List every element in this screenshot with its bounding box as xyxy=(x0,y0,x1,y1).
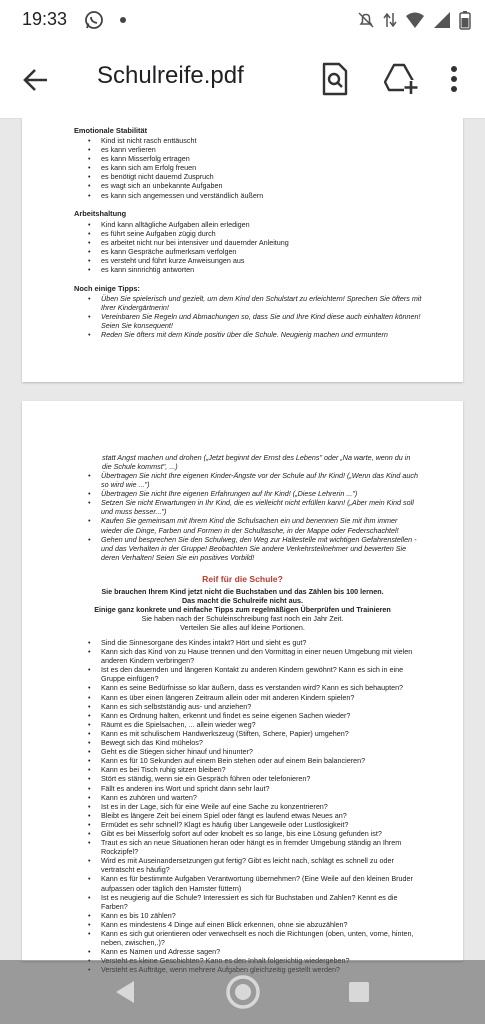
list-item: • Kann es sich gut orientieren oder verwechselt es noch die Richtungen (oben, unten, vorne, hinten, neben, zwischen,.)? xyxy=(88,929,418,947)
list-item: • Kann es über einen längeren Zeitraum allein oder mit anderen Kindern spielen? xyxy=(88,693,418,702)
signal-icon xyxy=(433,11,451,29)
questions-list xyxy=(88,638,418,974)
list-item: • Kann es für bestimmte Aufgaben Verantwortung übernehmen? (Eine Weile auf den kleinen Bruder aufpassen oder täglich den Hamster füttern) xyxy=(88,874,418,892)
stability-list xyxy=(88,136,428,200)
home-nav-icon[interactable] xyxy=(224,973,262,1011)
list-item: • Ist es den dauernden und längeren Kontakt zu anderen Kindern gewöhnt? Kann es sich in eine Gruppe einfügen? xyxy=(88,665,418,683)
list-item: • Ist es neugierig auf die Schule? Interessiert es sich für Buchstaben und Zahlen? Kennt es die Farben? xyxy=(88,893,418,911)
list-item: • Bleibt es längere Zeit bei einem Spiel oder fängt es laufend etwas Neues an? xyxy=(88,811,418,820)
list-item: • es benötigt nicht dauernd Zuspruch xyxy=(88,172,428,181)
list-item: • Übertragen Sie nicht Ihre eigenen Erfahrungen auf Ihr Kind! („Diese Lehrerin ...") xyxy=(88,489,418,498)
tip-continuation: statt Angst machen und drohen („Jetzt beginnt der Ernst des Lebens" oder „Na warte, wenn du in die Schule kommst", ...) xyxy=(102,453,411,472)
list-item: • Vereinbaren Sie Regeln und Abmachungen so, dass Sie und Ihre Kind diese auch einhalten können! Seien Sie konsequent! xyxy=(88,312,428,330)
list-item: • Sind die Sinnesorgane des Kindes intakt? Hört und sieht es gut? xyxy=(88,638,418,647)
wifi-icon xyxy=(405,11,425,29)
list-item: • Kann es zuhören und warten? xyxy=(88,793,418,802)
intro-line: Sie haben nach der Schuleinschreibung fast noch ein Jahr Zeit. xyxy=(141,614,344,623)
document-title: Schulreife.pdf xyxy=(97,62,244,89)
app-bar xyxy=(0,40,485,119)
list-item: • Kann es mindestens 4 Dinge auf einen Blick erkennen, ohne sie abzuzählen? xyxy=(88,920,418,929)
list-item: • es kann Misserfolg ertragen xyxy=(88,154,428,163)
list-item: • Kann es sich selbstständig aus- und anziehen? xyxy=(88,702,418,711)
clock: 19:33 xyxy=(22,9,68,29)
list-item: • Gehen und besprechen Sie den Schulweg, den Weg zur Haltestelle mit wichtigen Gefahrenstellen - und das Verhalten in der Gruppe! Beobachten Sie andere Verkehrsteilnehmer und bewerten Sie deren Verhalten! Seien Sie ein positives Vorbild! xyxy=(88,535,418,562)
list-item: • Kann es Namen und Adresse sagen? xyxy=(88,947,418,956)
pdf-page-1 xyxy=(22,118,463,382)
list-item: • Setzen Sie nicht Erwartungen in Ihr Kind, die es vielleicht nicht erfüllen kann! („Aber mein Kind soll und muss besser...") xyxy=(88,498,418,516)
list-item: • Gibt es bei Misserfolg sofort auf oder knobelt es so lange, bis eine Lösung gefunden ist? xyxy=(88,829,418,838)
back-nav-icon[interactable] xyxy=(110,976,142,1008)
tips-list xyxy=(88,294,428,339)
list-item: • Kann es seine Bedürfnisse so klar äußern, dass es verstanden wird? Kann es sich behaupten? xyxy=(88,683,418,692)
intro-line: Das macht die Schulreife nicht aus. xyxy=(181,596,304,605)
add-to-drive-icon[interactable] xyxy=(384,62,418,96)
list-item: • es wagt sich an unbekannte Aufgaben xyxy=(88,181,428,190)
list-item: • Traut es sich an neue Situationen heran oder hängt es in fremder Umgebung ständig an Ihrem Rockzipfel? xyxy=(88,838,418,856)
system-navigation-bar xyxy=(0,960,485,1024)
list-item: • Kann es mit schulischem Handwerkszeug (Stiften, Schere, Papier) umgehen? xyxy=(88,729,418,738)
list-item: • es kann verlieren xyxy=(88,145,428,154)
list-item: • Bewegt sich das Kind mühelos? xyxy=(88,738,418,747)
intro-line: Verteilen Sie alles auf kleine Portionen. xyxy=(180,623,305,632)
intro-line: Sie brauchen Ihrem Kind jetzt nicht die Buchstaben und das Zählen bis 100 lernen. xyxy=(101,587,384,596)
mute-bell-icon xyxy=(357,11,375,29)
list-item: • Kann es für 10 Sekunden auf einem Bein stehen oder auf einem Bein balancieren? xyxy=(88,756,418,765)
intro-line: Einige ganz konkrete und einfache Tipps zum regelmäßigen Überprüfen und Trainieren xyxy=(94,605,391,614)
whatsapp-icon xyxy=(84,10,104,30)
work-attitude-list xyxy=(88,220,428,275)
status-bar xyxy=(0,0,485,40)
list-item: • es versteht und führt kurze Anweisungen aus xyxy=(88,256,428,265)
list-item: • Kaufen Sie gemeinsam mit Ihrem Kind die Schulsachen ein und benennen Sie mit ihm immer wieder die Dinge, Farben und Formen in der Schultasche, in der Mappe oder Federschachtel! xyxy=(88,516,418,534)
list-item: • es kann sich angemessen und verständlich äußern xyxy=(88,191,428,200)
list-item: • es kann sinnrichtig antworten xyxy=(88,265,428,274)
back-arrow-icon[interactable] xyxy=(22,66,50,94)
list-item: • Kann es bei Tisch ruhig sitzen bleiben? xyxy=(88,765,418,774)
search-document-icon[interactable] xyxy=(320,62,350,96)
list-item: • Kann es Ordnung halten, erkennt und findet es seine eigenen Sachen wieder? xyxy=(88,711,418,720)
data-arrows-icon xyxy=(383,11,397,29)
pdf-page-2 xyxy=(22,401,463,961)
list-item: • Reden Sie öfters mit dem Kinde positiv über die Schule. Neugierig machen und ermuntern xyxy=(88,330,428,339)
list-item: • Wird es mit Auseinandersetzungen gut fertig? Gibt es leicht nach, schlägt es schnell zu oder vertratscht es häufig? xyxy=(88,856,418,874)
tips-list-continued xyxy=(88,471,418,562)
list-item: • Geht es die Stiegen sicher hinauf und hinunter? xyxy=(88,747,418,756)
list-item: • Stört es ständig, wenn sie ein Gespräch führen oder telefonieren? xyxy=(88,774,418,783)
section-heading: Emotionale Stabilität xyxy=(74,126,148,135)
list-item: • Kann es bis 10 zählen? xyxy=(88,911,418,920)
section-title: Reif für die Schule? xyxy=(202,574,283,584)
list-item: • Üben Sie spielerisch und gezielt, um dem Kind den Schulstart zu erleichtern! Sprechen Sie öfters mit Ihrer Kindergärtnerin! xyxy=(88,294,428,312)
list-item: • Ist es in der Lage, sich für eine Weile auf eine Sache zu konzentrieren? xyxy=(88,802,418,811)
status-icons xyxy=(357,9,471,31)
section-heading: Noch einige Tipps: xyxy=(74,284,140,293)
list-item: • es führt seine Aufgaben zügig durch xyxy=(88,229,428,238)
list-item: • Kind ist nicht rasch enttäuscht xyxy=(88,136,428,145)
list-item: • Ermüdet es sehr schnell? Klagt es häufig über Langeweile oder Lustlosigkeit? xyxy=(88,820,418,829)
list-item: • Kind kann alltägliche Aufgaben allein erledigen xyxy=(88,220,428,229)
list-item: • Kann sich das Kind von zu Hause trennen und den Vormittag in einer neuen Umgebung mit vielen anderen Kindern verbringen? xyxy=(88,647,418,665)
recents-nav-icon[interactable] xyxy=(343,976,375,1008)
list-item: • Fällt es anderen ins Wort und spricht dann sehr laut? xyxy=(88,784,418,793)
section-heading: Arbeitshaltung xyxy=(74,209,127,218)
more-options-icon[interactable] xyxy=(447,62,461,96)
list-item: • es kann Gespräche aufmerksam verfolgen xyxy=(88,247,428,256)
list-item: • Übertragen Sie nicht Ihre eigenen Kinder-Ängste vor der Schule auf Ihr Kind! („Wenn das Kind auch so wird wie ...") xyxy=(88,471,418,489)
list-item: • es kann sich am Erfolg freuen xyxy=(88,163,428,172)
list-item: • es arbeitet nicht nur bei intensiver und dauernder Anleitung xyxy=(88,238,428,247)
list-item: • Räumt es die Spielsachen, ... allein wieder weg? xyxy=(88,720,418,729)
battery-icon xyxy=(459,10,471,30)
notification-dot-icon xyxy=(120,17,126,23)
